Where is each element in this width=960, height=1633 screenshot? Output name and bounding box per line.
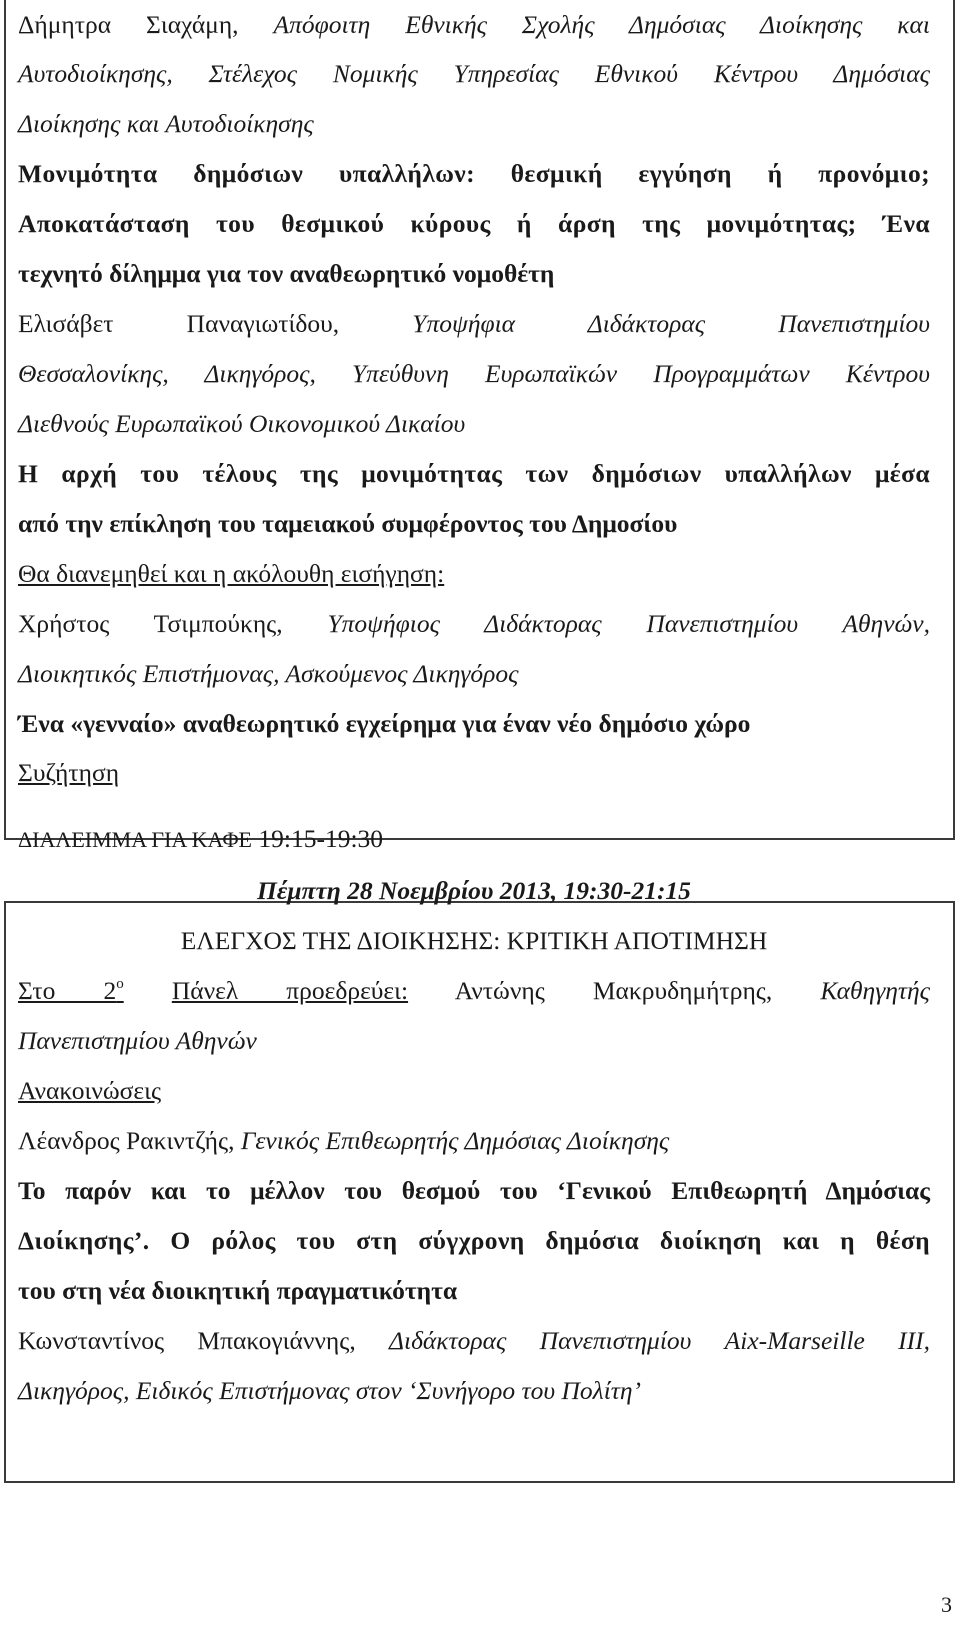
talk-1-line-2: Αποκατάσταση του θεσμικού κύρους ή άρση της μονιμότητας; Ένα — [18, 209, 930, 238]
talk-3-title: Ένα «γενναίο» αναθεωρητικό εγχείρημα για έναν νέο δημόσιο χώρο — [18, 709, 751, 738]
distributed-note: Θα διανεμηθεί και η ακόλουθη εισήγηση: — [18, 559, 445, 588]
talk-4-line-2: Διοίκησης’. Ο ρόλος του στη σύγχρονη δημόσια διοίκηση και η θέση — [18, 1226, 930, 1255]
session-2-date-time: Πέμπτη 28 Νοεμβρίου 2013, 19:30-21:15 — [257, 876, 691, 905]
page-number: 3 — [941, 1592, 952, 1617]
speaker-2-line-1: Ελισάβετ Παναγιωτίδου, Υποψήφια Διδάκτορας Πανεπιστημίου — [18, 309, 931, 338]
speaker-5-line-1: Κωνσταντίνος Μπακογιάννης, Διδάκτορας Πανεπιστημίου Aix-Marseille III, — [18, 1326, 930, 1355]
talk-1-line-3: τεχνητό δίλημμα για τον αναθεωρητικό νομοθέτη — [18, 259, 555, 288]
talk-2-line-2: από την επίκληση του ταμειακού συμφέροντος του Δημοσίου — [18, 509, 678, 538]
talk-4-line-3: του στη νέα διοικητική πραγματικότητα — [18, 1276, 458, 1305]
coffee-break: ΔΙΑΛΕΙΜΜΑ ΓΙΑ ΚΑΦΕ 19:15-19:30 — [18, 824, 384, 853]
speaker-1-line-1: Δήμητρα Σιαχάμη, Απόφοιτη Εθνικής Σχολής Δημόσιας Διοίκησης και — [18, 10, 931, 39]
speaker-2-line-3: Διεθνούς Ευρωπαϊκού Οικονομικού Δικαίου — [18, 409, 466, 438]
speaker-1-line-2: Αυτοδιοίκησης, Στέλεχος Νομικής Υπηρεσίας Εθνικού Κέντρου Δημόσιας — [18, 59, 930, 88]
talk-2-line-1: Η αρχή του τέλους της μονιμότητας των δημόσιων υπαλλήλων μέσα — [18, 459, 930, 488]
talk-1-line-1: Μονιμότητα δημόσιων υπαλλήλων: θεσμική εγγύηση ή προνόμιο; — [18, 159, 930, 188]
session-2-heading: ΕΛΕΓΧΟΣ ΤΗΣ ΔΙΟΙΚΗΣΗΣ: ΚΡΙΤΙΚΗ ΑΠΟΤΙΜΗΣΗ — [180, 926, 768, 955]
panel-chair-line-1: Στο $2^o$ Πάνελ προεδρεύει: Αντώνης Μακρυδημήτρης, Καθηγητής — [18, 975, 931, 1005]
speaker-5-line-2: Δικηγόρος, Ειδικός Επιστήμονας στον ‘Συνήγορο του Πολίτη’ — [18, 1376, 642, 1405]
announcements-label: Ανακοινώσεις — [18, 1076, 162, 1105]
speaker-3-line-2: Διοικητικός Επιστήμονας, Ασκούμενος Δικηγόρος — [18, 659, 519, 688]
discussion-label: Συζήτηση — [18, 758, 120, 787]
talk-4-line-1: Το παρόν και το μέλλον του θεσμού του ‘Γενικού Επιθεωρητή Δημόσιας — [18, 1176, 930, 1205]
speaker-4-line-1: Λέανδρος Ρακιντζής, Γενικός Επιθεωρητής Δημόσιας Διοίκησης — [18, 1126, 670, 1155]
speaker-2-line-2: Θεσσαλονίκης, Δικηγόρος, Υπεύθυνη Ευρωπαϊκών Προγραμμάτων Κέντρου — [18, 359, 930, 388]
speaker-1-line-3: Διοίκησης και Αυτοδιοίκησης — [18, 109, 314, 138]
panel-chair-line-2: Πανεπιστημίου Αθηνών — [18, 1026, 257, 1055]
speaker-3-line-1: Χρήστος Τσιμπούκης, Υποψήφιος Διδάκτορας Πανεπιστημίου Αθηνών, — [18, 609, 930, 638]
